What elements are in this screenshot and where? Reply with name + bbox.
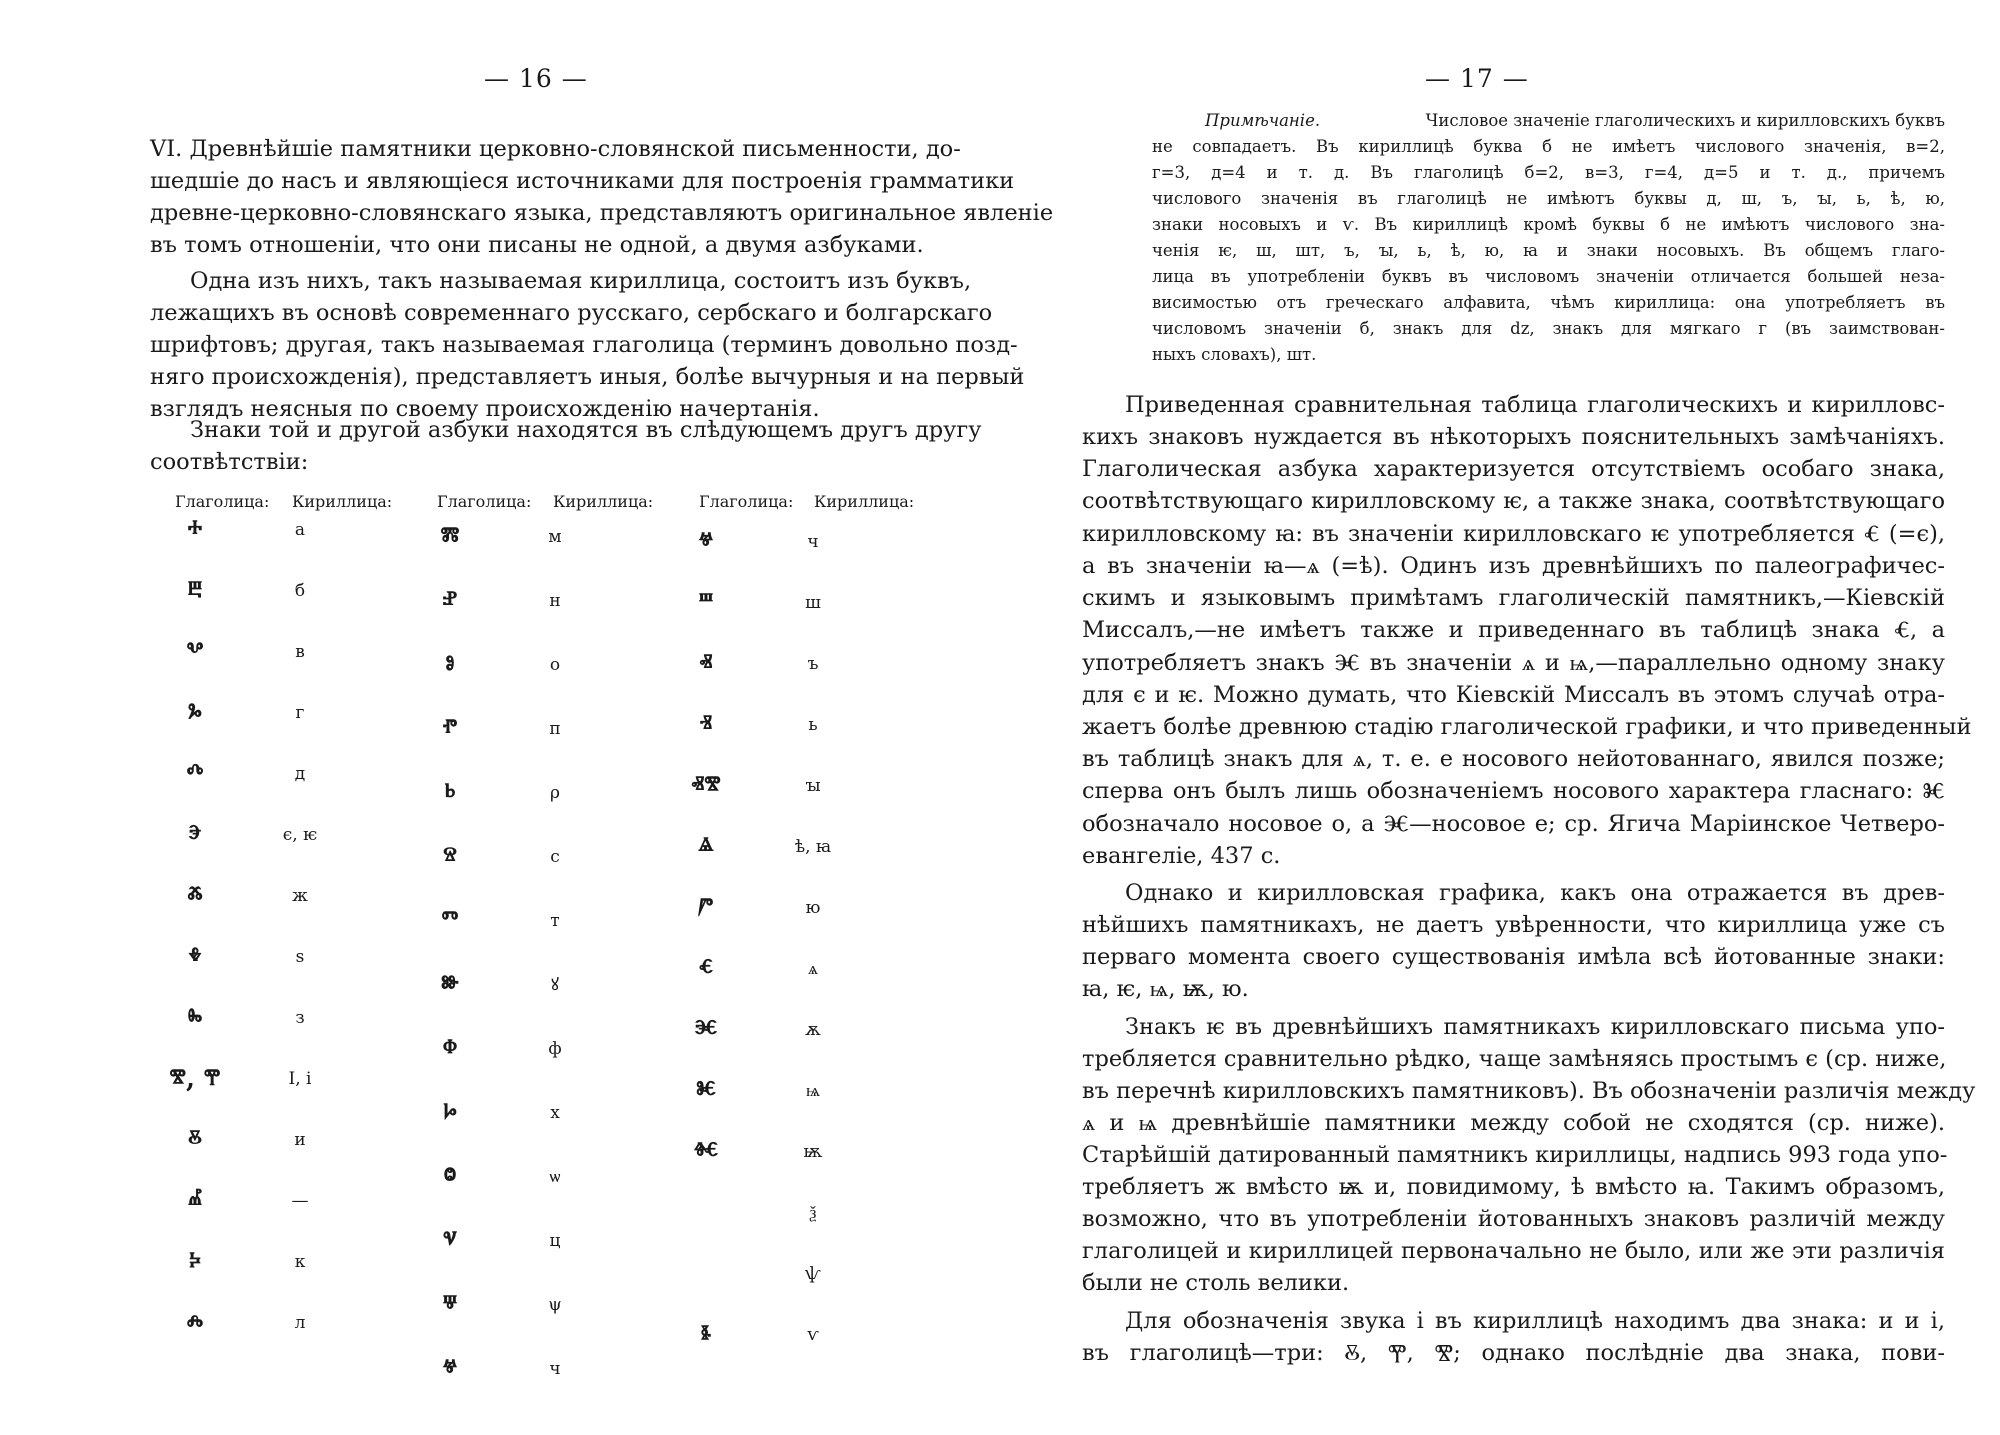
note-line: ныхъ словахъ), шт. — [1152, 345, 1317, 364]
paragraph-line: глаголицей и кириллицей первоначально не было, или же эти различія — [1082, 1238, 1945, 1264]
paragraph-line: въ томъ отношеніи, что они писаны не одной, а двумя азбуками. — [150, 232, 924, 258]
cyrillic-letter: х — [550, 1103, 560, 1123]
cyrillic-letter: к — [294, 1252, 306, 1272]
glagolitic-glyph: ⱗ — [694, 1015, 718, 1045]
cyrillic-letter: ψ — [548, 1295, 562, 1315]
paragraph-line: Знакъ ѥ въ древнѣйшихъ памятникахъ кирилловскаго письма упо- — [1125, 1014, 1945, 1040]
paragraph-line: евангеліе, 437 с. — [1082, 843, 1281, 869]
cyrillic-letter: г — [295, 703, 305, 723]
glagolitic-glyph: ⱏⰺ — [691, 771, 721, 801]
right-page — [1000, 0, 2000, 1435]
glagolitic-glyph: ⱎ — [698, 588, 714, 618]
cyrillic-letter: ѡ — [549, 1167, 561, 1187]
cyrillic-letter: д — [294, 764, 306, 784]
paragraph-line: обозначало носовое о, а Ⱗ—носовое е; ср. Ягича Маріинское Четверо- — [1082, 811, 1945, 837]
cyrillic-letter: І, і — [288, 1069, 312, 1089]
glagolitic-glyph: ⱐ — [699, 710, 713, 740]
paragraph-line: требляется сравнительно рѣдко, чаще замѣняясь простымъ є (ср. ниже, — [1082, 1046, 1947, 1072]
cyrillic-letter: м — [548, 527, 562, 547]
glagolitic-glyph: ⱛ — [700, 1320, 712, 1350]
paragraph-line: возможно, что въ употребленіи йотованныхъ знаковъ различій между — [1082, 1206, 1945, 1232]
cyrillic-letter: ш — [805, 593, 821, 613]
cyrillic-letter: ѯ — [809, 1203, 817, 1223]
glagolitic-glyph: ⰿ — [440, 522, 460, 552]
paragraph-line: въ таблицѣ знакъ для ѧ, т. е. е носового нейотованнаго, явился позже; — [1082, 746, 1945, 772]
glagolitic-glyph: ⱉ — [443, 1162, 457, 1192]
note-line: знаки носовыхъ и ѵ. Въ кириллицѣ кромѣ буквы б не имѣютъ числового зна- — [1152, 215, 1945, 234]
paragraph-line: Знаки той и другой азбуки находятся въ слѣдующемъ другъ другу — [190, 417, 982, 443]
note-line: не совпадаетъ. Въ кириллицѣ буква б не имѣетъ числового значенія, в=2, — [1152, 137, 1945, 156]
glagolitic-glyph: ⱓ — [698, 893, 714, 923]
paragraph-line: кирилловскому ꙗ: въ значеніи кирилловскаго ѥ употребляется Ⱔ (=є), — [1082, 521, 1945, 547]
cyrillic-letter: ѫ — [805, 1020, 821, 1040]
glagolitic-glyph: ⰱ — [187, 576, 203, 606]
note-line: числовомъ значеніи б, знакъ для dz, знакъ для мягкаго г (въ заимствован- — [1152, 319, 1945, 338]
cyrillic-letter: в — [295, 642, 305, 662]
paragraph-line: скимъ и языковымъ примѣтамъ глаголическій памятникъ,—Кіевскій — [1082, 585, 1945, 611]
cyrillic-letter: ч — [807, 532, 819, 552]
paragraph-line: кихъ знаковъ нуждается въ нѣкоторыхъ пояснительныхъ замѣчаніяхъ. — [1082, 424, 1945, 450]
glagolitic-glyph: ⱄ — [443, 842, 457, 872]
paragraph-line: а въ значеніи ꙗ—ѧ (=ѣ). Одинъ изъ древнѣйшихъ по палеографичес- — [1082, 553, 1945, 579]
glagolitic-glyph: ⱇ — [442, 1034, 458, 1064]
paragraph-line: Одна изъ нихъ, такъ называемая кириллица, состоитъ изъ буквъ, — [190, 268, 972, 294]
glagolitic-glyph: ⰻ — [188, 1125, 202, 1155]
cyrillic-letter: ъ — [807, 654, 819, 674]
glagolitic-glyph: ⱍ — [698, 527, 714, 557]
glagolitic-glyph: ⱈ — [443, 1098, 457, 1128]
glagolitic-glyph: ⱙ — [693, 1137, 719, 1167]
note-line: висимостью отъ греческаго алфавита, чѣмъ кириллица: она употребляетъ въ — [1152, 293, 1945, 312]
cyrillic-letter: ж — [292, 886, 308, 906]
paragraph-line: нѣйшихъ памятникахъ, не даетъ увѣренности, что кириллица уже съ — [1082, 912, 1945, 938]
paragraph-line: шрифтовъ; другая, такъ называемая глаголица (терминъ довольно позд- — [150, 332, 1018, 358]
paragraph-line: шедшіе до насъ и являющіеся источниками для построенія грамматики — [150, 168, 1015, 194]
glagolitic-glyph: ⱔ — [699, 954, 713, 984]
paragraph-line: соотвѣтствующаго кирилловскому ѥ, а также знака, соотвѣтствующаго — [1082, 488, 1945, 514]
paragraph-line: перваго момента своего существованія имѣла всѣ йотованные знаки: — [1082, 944, 1945, 970]
table-header: Кириллица: — [814, 492, 915, 511]
cyrillic-letter: ѕ — [295, 947, 305, 967]
cyrillic-letter: ю — [805, 898, 821, 918]
glagolitic-glyph: ⰵ — [188, 820, 202, 850]
glagolitic-glyph: ⰼ — [187, 1186, 202, 1216]
table-header: Кириллица: — [292, 492, 393, 511]
paragraph-line: лежащихъ въ основѣ современнаго русскаго, сербскаго и болгарскаго — [150, 300, 993, 326]
cyrillic-letter: є, ѥ — [282, 825, 318, 845]
cyrillic-letter: и — [294, 1130, 306, 1150]
cyrillic-letter: н — [549, 591, 561, 611]
glagolitic-glyph: ⱃ — [444, 778, 456, 808]
paragraph-line: Старѣйшій датированный памятникъ кириллицы, надпись 993 года упо- — [1082, 1142, 1948, 1168]
cyrillic-letter: ч — [549, 1359, 561, 1379]
glagolitic-glyph: ⱆ — [441, 970, 459, 1000]
paragraph-line: Миссалъ,—не имѣетъ также и приведеннаго въ таблицѣ знака Ⱔ, а — [1082, 617, 1945, 643]
paragraph-line: VI. Древнѣйшіе памятники церковно-словянской письменности, до- — [150, 136, 961, 162]
cyrillic-letter: ѧ — [807, 959, 819, 979]
cyrillic-letter: ꙋ — [551, 975, 559, 995]
glagolitic-glyph: ⰽ — [189, 1247, 201, 1277]
cyrillic-letter: ь — [808, 715, 818, 735]
glagolitic-glyph: ⱂ — [442, 714, 458, 744]
glagolitic-glyph: ⰴ — [186, 759, 204, 789]
paragraph-line: были не столь велики. — [1082, 1270, 1350, 1296]
paragraph-line: требляетъ ж вмѣсто ѭ и, повидимому, ѣ вмѣсто ꙗ. Такимъ образомъ, — [1082, 1174, 1945, 1200]
paragraph-line: для є и ѥ. Можно думать, что Кіевскій Миссалъ въ этомъ случаѣ отра- — [1082, 682, 1945, 708]
note-label: Примѣчаніе. — [1205, 111, 1321, 130]
glagolitic-glyph: ⰾ — [186, 1308, 204, 1338]
glagolitic-glyph: ⱍ — [442, 1354, 458, 1384]
cyrillic-letter: л — [294, 1313, 306, 1333]
cyrillic-letter: ꙑ — [805, 776, 821, 796]
table-header: Глаголица: — [699, 492, 794, 511]
paragraph-line: въ глаголицѣ—три: Ⰻ, Ⰹ, Ⰺ; однако послѣдніе два знака, пови- — [1082, 1340, 1945, 1366]
glagolitic-glyph: ⰰ — [187, 515, 203, 545]
paragraph-line: ѧ и ѩ древнѣйшіе памятники между собой не сходятся (ср. ниже). — [1082, 1110, 1945, 1136]
cyrillic-letter: ц — [549, 1231, 561, 1251]
cyrillic-letter: б — [294, 581, 306, 601]
paragraph-line: въ перечнѣ кирилловскихъ памятниковъ). Въ обозначеніи различія между — [1082, 1078, 1976, 1104]
cyrillic-letter: с — [550, 847, 560, 867]
paragraph-line: соотвѣтствіи: — [150, 449, 309, 475]
cyrillic-letter: ф — [548, 1039, 562, 1059]
glagolitic-glyph: ⱁ — [445, 650, 455, 680]
glagolitic-glyph: ⱌ — [443, 1226, 457, 1256]
paragraph-line: жаетъ болѣе древнюю стадію глаголической графики, и что приведенный — [1082, 714, 1972, 740]
cyrillic-letter: з — [295, 1008, 305, 1028]
cyrillic-letter: ѩ — [805, 1081, 821, 1101]
cyrillic-letter: ѣ, ꙗ — [794, 837, 832, 857]
table-header: Глаголица: — [437, 492, 532, 511]
paragraph-line: Для обозначенія звука і въ кириллицѣ находимъ два знака: и и і, — [1125, 1308, 1945, 1334]
paragraph-line: Приведенная сравнительная таблица глаголическихъ и кирилловс- — [1125, 392, 1945, 418]
cyrillic-letter: ѵ — [807, 1325, 819, 1345]
glagolitic-glyph: ⱏ — [699, 649, 713, 679]
glagolitic-glyph: ⱋ — [442, 1290, 458, 1320]
glagolitic-glyph: ⱘ — [696, 1076, 716, 1106]
cyrillic-letter: — — [291, 1191, 309, 1211]
page-number: — 16 — — [484, 64, 588, 93]
cyrillic-letter: о — [549, 655, 561, 675]
cyrillic-letter: п — [549, 719, 561, 739]
cyrillic-letter: а — [294, 520, 306, 540]
page-number: — 17 — — [1425, 64, 1529, 93]
glagolitic-glyph: ⱀ — [442, 586, 458, 616]
paragraph-line: Глаголическая азбука характеризуется отсутствіемъ особаго знака, — [1082, 456, 1945, 482]
paragraph-line: употребляетъ знакъ Ⱗ въ значеніи ѧ и ѩ,—параллельно одному знаку — [1082, 650, 1945, 676]
glagolitic-glyph: ⱑ — [698, 832, 714, 862]
glagolitic-glyph: ⰺ, ⰹ — [169, 1064, 221, 1094]
glagolitic-glyph: ⰲ — [186, 637, 204, 667]
table-header: Кириллица: — [553, 492, 654, 511]
note-first-line — [1205, 108, 1945, 134]
paragraph-line: древне-церковно-словянскаго языка, представляютъ оригинальное явленіе — [150, 200, 1054, 226]
paragraph-line: сперва онъ былъ лишь обозначеніемъ носового характера гласнаго: Ⱘ — [1082, 778, 1945, 804]
note-line: числового значенія въ глаголицѣ не имѣютъ буквы д, ш, ъ, ꙑ, ь, ѣ, ю, — [1152, 189, 1945, 208]
cyrillic-letter: ρ — [550, 783, 560, 803]
note-line: г=3, д=4 и т. д. Въ глаголицѣ б=2, в=3, г=4, д=5 и т. д., причемъ — [1152, 163, 1945, 182]
cyrillic-letter: ѭ — [803, 1142, 823, 1162]
paragraph-line: няго происхожденія), представляетъ иныя, болѣе вычурныя и на первый — [150, 364, 1025, 390]
table-header: Глаголица: — [175, 492, 270, 511]
glagolitic-glyph: ⰷ — [188, 942, 202, 972]
glagolitic-glyph: ⱅ — [441, 906, 459, 936]
glagolitic-glyph: ⰸ — [187, 1003, 203, 1033]
note-line: Числовое значеніе глаголическихъ и кирилловскихъ буквъ — [1425, 111, 1945, 130]
paragraph-line: ꙗ, ѥ, ѩ, ѭ, ю. — [1082, 976, 1249, 1002]
glagolitic-glyph: ⰶ — [187, 881, 203, 911]
glagolitic-glyph: ⰳ — [188, 698, 202, 728]
paragraph-line: взглядъ неясныя по своему происхожденію начертанія. — [150, 396, 820, 422]
note-line: ченія ѥ, ш, шт, ъ, ꙑ, ь, ѣ, ю, ꙗ и знаки носовыхъ. Въ общемъ глаго- — [1152, 241, 1945, 260]
paragraph-line: Однако и кирилловская графика, какъ она отражается въ древ- — [1125, 880, 1945, 906]
cyrillic-letter: т — [550, 911, 560, 931]
cyrillic-letter: ѱ — [805, 1264, 821, 1284]
note-line: лица въ употребленіи буквъ въ числовомъ значеніи отличается большей неза- — [1152, 267, 1945, 286]
